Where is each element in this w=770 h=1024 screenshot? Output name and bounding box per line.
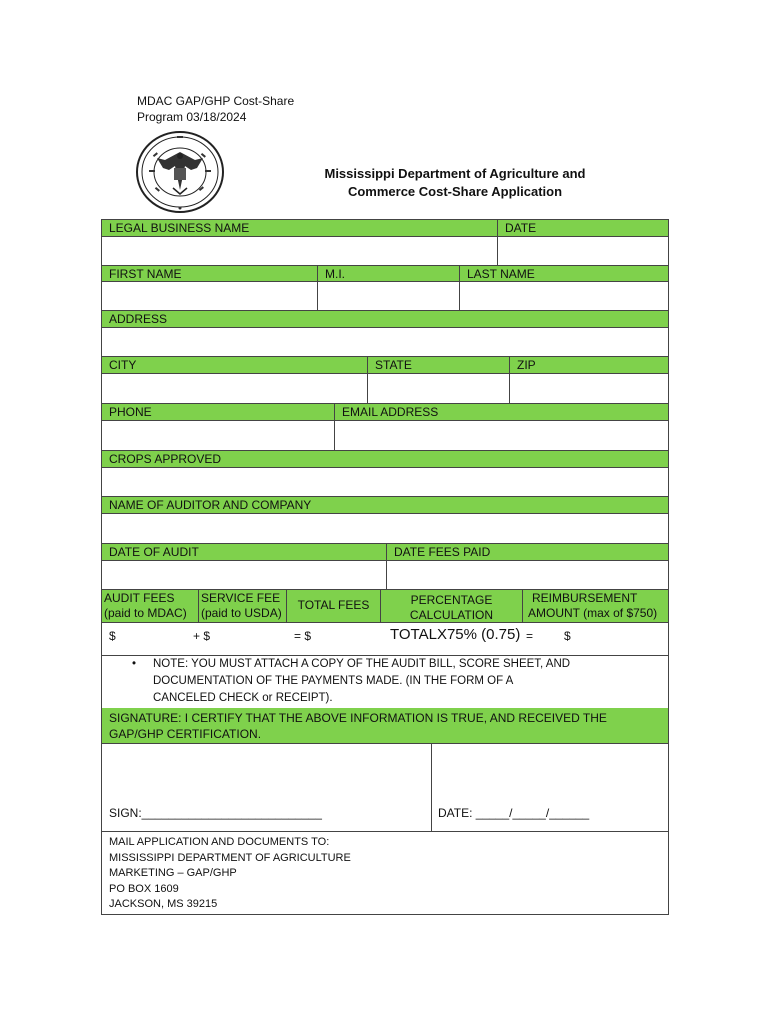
note-line2: DOCUMENTATION OF THE PAYMENTS MADE. (IN THE FORM OF A [153,675,514,687]
signature-date-line: DATE: _____/_____/______ [438,806,590,820]
total-fees-header: TOTAL FEES [287,590,381,623]
state-label: STATE [368,357,510,374]
last-name-label: LAST NAME [460,266,668,282]
date-label: DATE [498,220,668,237]
mail-line3: MARKETING – GAP/GHP [109,867,237,879]
last-name-field[interactable] [460,282,668,311]
crops-approved-field[interactable] [102,468,668,497]
zip-label: ZIP [510,357,668,374]
zip-field[interactable] [510,374,668,404]
percentage-label: PERCENTAGE [410,593,493,607]
email-label: EMAIL ADDRESS [335,404,668,421]
auditor-field[interactable] [102,514,668,544]
crops-approved-label: CROPS APPROVED [102,451,668,468]
city-label: CITY [102,357,368,374]
total-times-75: TOTALX75% (0.75) [390,626,521,643]
date-field[interactable] [498,237,668,266]
audit-fees-sub: (paid to MDAC) [104,606,187,620]
title-line2: Commerce Cost-Share Application [347,184,563,199]
note-section [102,656,668,708]
sign-line: SIGN:___________________________ [109,806,322,820]
fees-calculation-row[interactable] [102,623,668,656]
first-name-label: FIRST NAME [102,266,318,282]
auditor-label: NAME OF AUDITOR AND COMPANY [102,497,668,514]
signature-header [102,708,668,744]
form-title [300,165,610,201]
reimbursement-header [523,590,668,623]
mail-line5: JACKSON, MS 39215 [109,898,218,910]
service-fee-label: SERVICE FEE [201,591,281,605]
date-of-audit-field[interactable] [102,561,387,590]
program-line1: MDAC GAP/GHP Cost-Share [137,94,295,108]
signature-box[interactable] [102,744,432,832]
mail-line2: MISSISSIPPI DEPARTMENT OF AGRICULTURE [109,851,351,864]
reimbursement-label: REIMBURSEMENT [532,591,638,605]
first-name-field[interactable] [102,282,318,311]
mail-line1: MAIL APPLICATION AND DOCUMENTS TO: [109,836,330,848]
program-info [137,93,294,125]
calculation-label: CALCULATION [409,608,494,622]
mi-label: M.I. [318,266,460,282]
city-field[interactable] [102,374,368,404]
address-field[interactable] [102,328,668,357]
audit-fees-label: AUDIT FEES [104,591,175,605]
audit-fees-header [102,590,199,623]
total-equals: = $ [294,629,312,643]
reimb-equals: = [526,629,534,643]
program-line2: Program 03/18/2024 [137,110,247,124]
date-of-audit-label: DATE OF AUDIT [102,544,387,561]
service-fee-plus: + $ [193,629,211,643]
signature-date-box[interactable] [432,744,668,832]
email-field[interactable] [335,421,668,451]
date-fees-paid-field[interactable] [387,561,668,590]
legal-business-name-field[interactable] [102,237,498,266]
title-line1: Mississippi Department of Agriculture and [324,166,586,181]
signature-header-line2: GAP/GHP CERTIFICATION. [109,727,262,741]
mailing-address [102,832,668,914]
mail-line4: PO BOX 1609 [109,882,179,895]
state-seal-icon [135,130,225,215]
application-form [101,219,669,915]
reimbursement-sub: AMOUNT (max of $750) [528,606,658,620]
percentage-header [381,590,523,623]
address-label: ADDRESS [102,311,668,328]
legal-business-name-label: LEGAL BUSINESS NAME [102,220,498,237]
note-line3: CANCELED CHECK or RECEIPT). [153,692,333,704]
phone-field[interactable] [102,421,335,451]
date-fees-paid-label: DATE FEES PAID [387,544,668,561]
service-fee-header [199,590,287,623]
state-field[interactable] [368,374,510,404]
service-fee-sub: (paid to USDA) [201,606,282,620]
signature-header-line1: SIGNATURE: I CERTIFY THAT THE ABOVE INFORMATION IS TRUE, AND RECEIVED THE [109,711,607,725]
audit-fee-dollar: $ [109,629,116,643]
phone-label: PHONE [102,404,335,421]
reimb-dollar: $ [564,629,571,643]
mi-field[interactable] [318,282,460,311]
note-line1: NOTE: YOU MUST ATTACH A COPY OF THE AUDIT BILL, SCORE SHEET, AND [153,658,571,670]
note-bullet: • [132,658,137,670]
